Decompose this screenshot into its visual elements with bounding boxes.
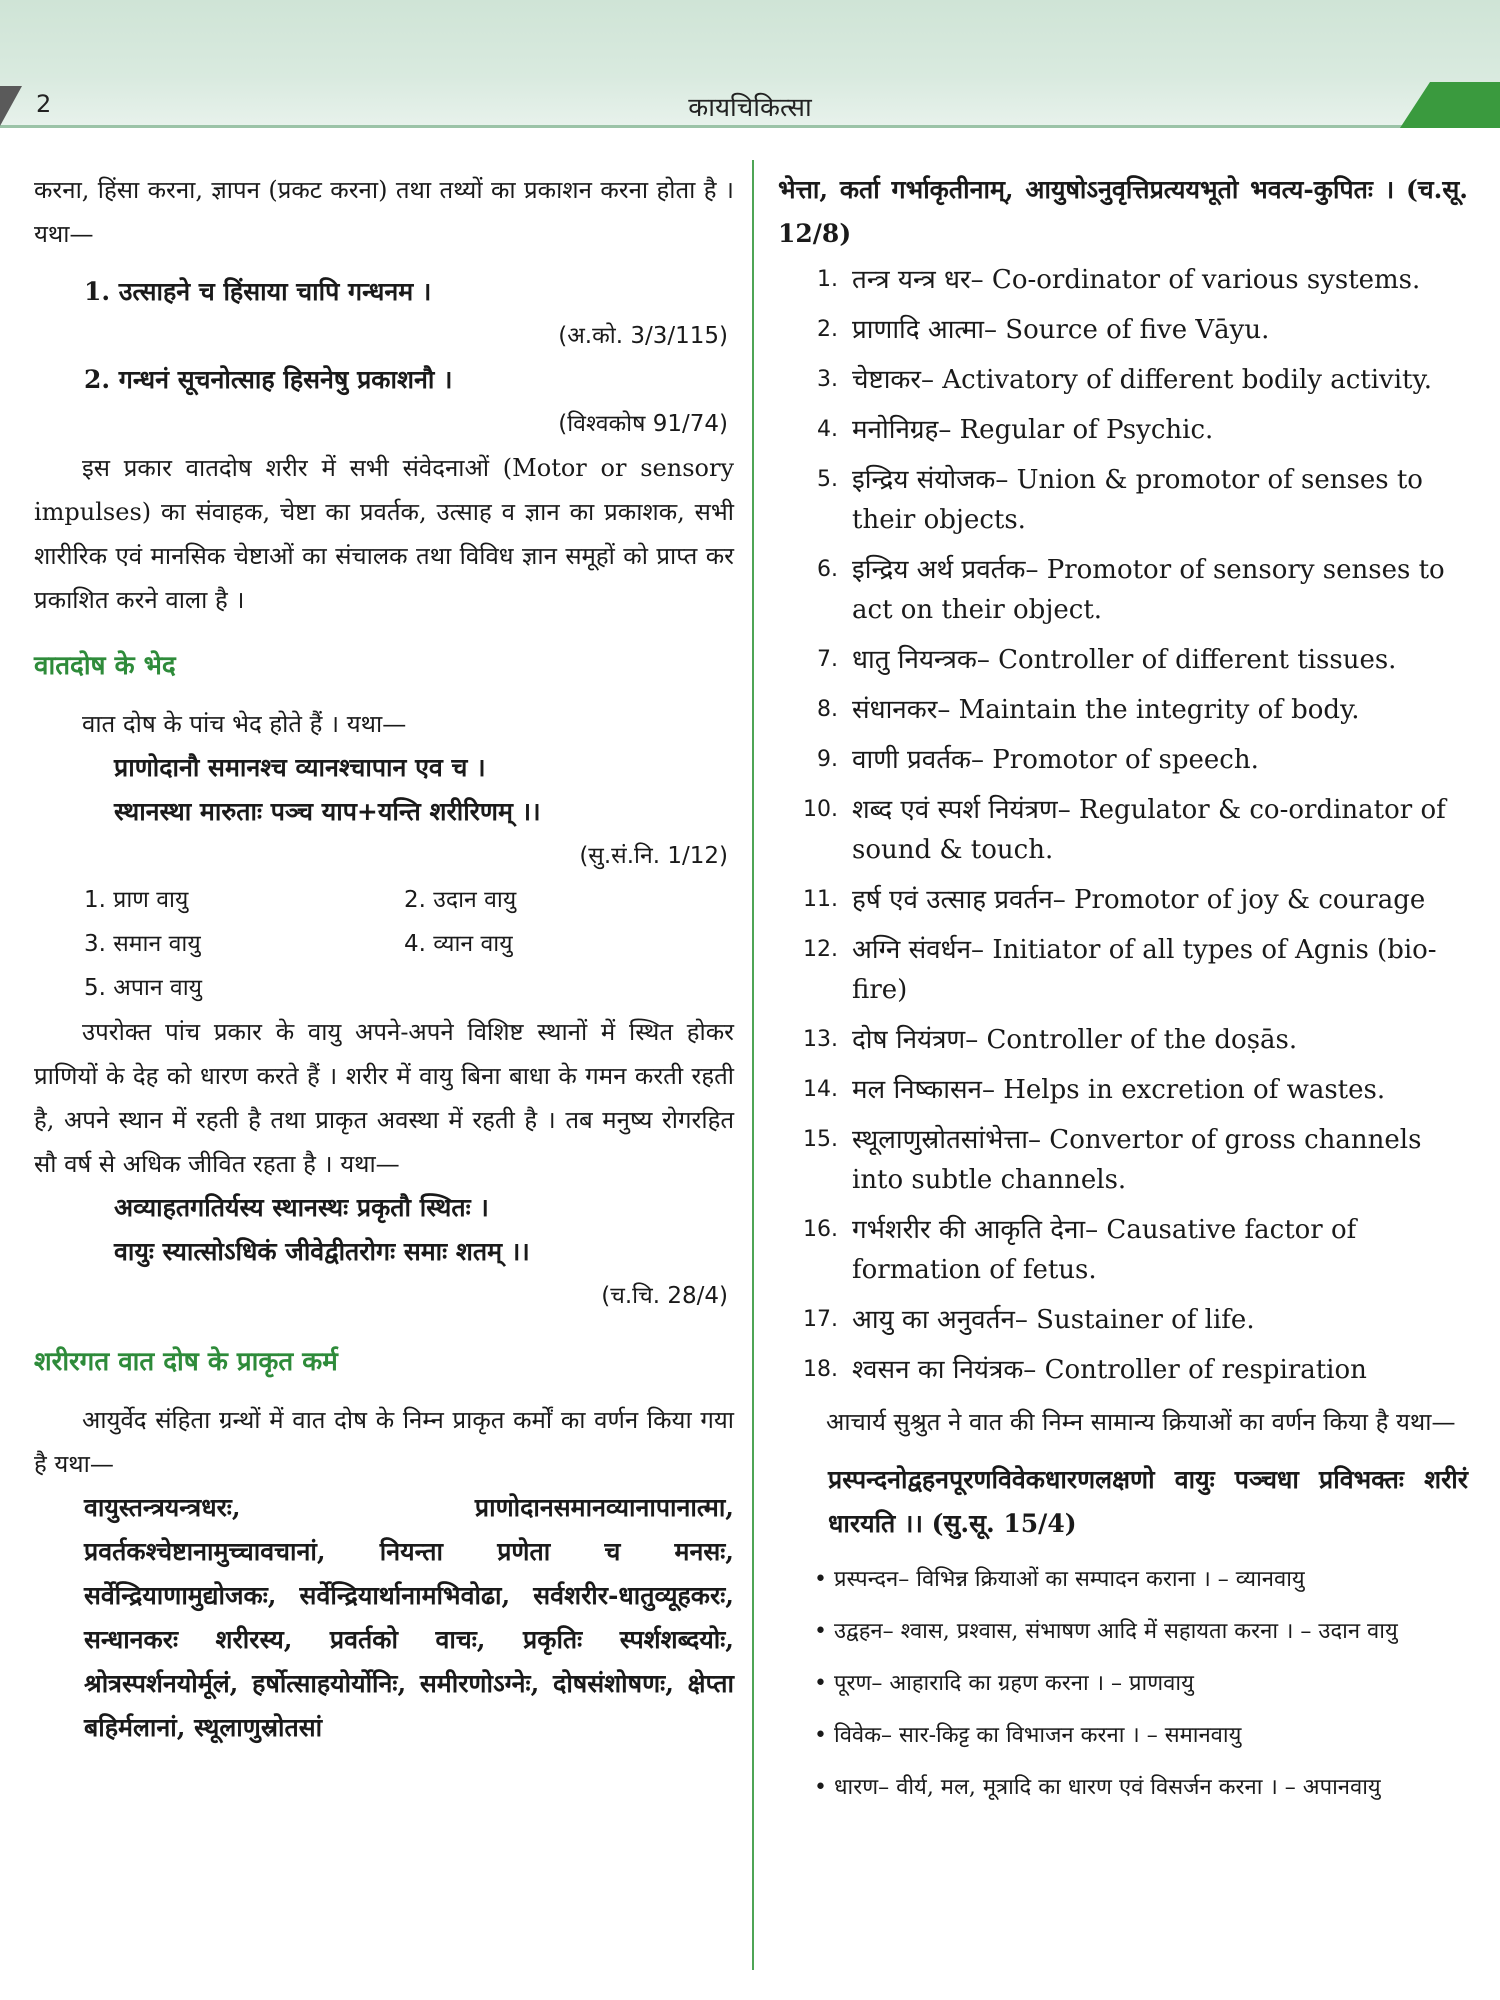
list-item xyxy=(778,360,1468,400)
item-text: स्थूलाणुस्रोतसांभेत्ता– Convertor of gross channels into subtle channels. xyxy=(852,1125,1422,1195)
list-item xyxy=(778,550,1468,630)
item-number: 15. xyxy=(803,1127,838,1152)
right-column xyxy=(778,168,1468,1820)
body-paragraph: उपरोक्त पांच प्रकार के वायु अपने-अपने विशिष्ट स्थानों में स्थित होकर प्राणियों के देह को धारण करते हैं । शरीर में वायु बिना बाधा के गमन करती रहती है, अपने स्थान में रहती है तथा प्राकृत अवस्था में रहती है । तब मनुष्य रोगरहित सौ वर्ष से अधिक जीवित रहता है । यथा— xyxy=(34,1018,734,1178)
list-item xyxy=(778,1560,1468,1600)
list-item xyxy=(778,1070,1468,1110)
item-text: आयु का अनुवर्तन– Sustainer of life. xyxy=(852,1305,1255,1335)
list-item xyxy=(778,640,1468,680)
sanskrit-verse: प्रस्पन्दनोद्वहनपूरणविवेकधारणलक्षणो वायुः पञ्चधा प्रविभक्तः शरीरं धारयति ।। (सु.सू. 15/4) xyxy=(828,1465,1468,1538)
list-item xyxy=(778,1350,1468,1390)
page-number: 2 xyxy=(36,90,52,118)
item-text: वाणी प्रवर्तक– Promotor of speech. xyxy=(852,745,1259,775)
list-item xyxy=(778,880,1468,920)
bullet-icon: • xyxy=(814,1723,827,1748)
item-text: तन्त्र यन्त्र धर– Co-ordinator of various systems. xyxy=(852,265,1421,295)
item-text: चेष्टाकर– Activatory of different bodily activity. xyxy=(852,365,1433,395)
item-number: 18. xyxy=(803,1357,838,1382)
item-number: 13. xyxy=(803,1027,838,1052)
verse-line: अव्याहतगतिर्यस्य स्थानस्थः प्रकृतौ स्थितः । xyxy=(114,1193,489,1222)
verse-line: स्थानस्था मारुताः पञ्च याप+यन्ति शरीरिणम् ।। xyxy=(114,797,541,826)
header-rule xyxy=(0,125,1420,128)
item-number: 17. xyxy=(803,1307,838,1332)
list-item xyxy=(778,740,1468,780)
quote-line: 1. उत्साहने च हिंसाया चापि गन्धनम । xyxy=(84,277,432,306)
item-number: 5. xyxy=(817,467,838,492)
intro-paragraph: करना, हिंसा करना, ज्ञापन (प्रकट करना) तथा तथ्यों का प्रकाशन करना होता है । यथा— xyxy=(34,176,734,248)
verse-reference: (च.चि. 28/4) xyxy=(601,1283,728,1309)
vayu-item: 3. समान वायु xyxy=(84,931,201,957)
list-item xyxy=(778,1120,1468,1200)
vayu-item: 4. व्यान वायु xyxy=(404,931,513,957)
item-text: इन्द्रिय संयोजक– Union & promotor of senses to their objects. xyxy=(852,465,1423,535)
bullet-icon: • xyxy=(814,1619,827,1644)
bullet-list xyxy=(778,1560,1468,1808)
running-head: कायचिकित्सा xyxy=(688,93,812,123)
quote-reference: (विश्वकोष 91/74) xyxy=(558,411,728,437)
quote-line: 2. गन्धनं सूचनोत्साह हिसनेषु प्रकाशनौ । xyxy=(84,365,453,394)
item-number: 11. xyxy=(803,887,838,912)
item-number: 12. xyxy=(803,937,838,962)
item-number: 16. xyxy=(803,1217,838,1242)
column-divider xyxy=(752,160,754,1970)
list-item xyxy=(778,1612,1468,1652)
item-text: पूरण– आहारादि का ग्रहण करना । – प्राणवायु xyxy=(834,1671,1194,1696)
list-item xyxy=(778,1768,1468,1808)
item-number: 8. xyxy=(817,697,838,722)
vayu-item: 2. उदान वायु xyxy=(404,887,517,913)
list-item xyxy=(778,460,1468,540)
item-text: संधानकर– Maintain the integrity of body. xyxy=(852,695,1360,725)
list-item xyxy=(778,1664,1468,1704)
vayu-item: 1. प्राण वायु xyxy=(84,887,189,913)
item-text: विवेक– सार-किट्ट का विभाजन करना । – समानवायु xyxy=(834,1723,1242,1748)
item-text: दोष नियंत्रण– Controller of the doṣās. xyxy=(852,1025,1298,1055)
item-text: प्रस्पन्दन– विभिन्न क्रियाओं का सम्पादन कराना । – व्यानवायु xyxy=(834,1567,1305,1592)
item-text: प्राणादि आत्मा– Source of five Vāyu. xyxy=(852,315,1270,345)
verse-continuation: भेत्ता, कर्ता गर्भाकृतीनाम्, आयुषोऽनुवृत्तिप्रत्ययभूतो भवत्य-कुपितः । (च.सू. 12/8) xyxy=(778,175,1468,248)
item-number: 6. xyxy=(817,557,838,582)
verse-line: वायुः स्यात्सोऽधिकं जीवेद्वीतरोगः समाः शतम् ।। xyxy=(114,1237,530,1266)
functions-list xyxy=(778,260,1468,1390)
list-item xyxy=(778,930,1468,1010)
item-text: मनोनिग्रह– Regular of Psychic. xyxy=(852,415,1214,445)
item-number: 4. xyxy=(817,417,838,442)
item-text: श्वसन का नियंत्रक– Controller of respiration xyxy=(852,1355,1367,1385)
item-text: इन्द्रिय अर्थ प्रवर्तक– Promotor of sensory senses to act on their object. xyxy=(852,555,1445,625)
item-number: 14. xyxy=(803,1077,838,1102)
item-text: शब्द एवं स्पर्श नियंत्रण– Regulator & co-ordinator of sound & touch. xyxy=(852,795,1446,865)
item-text: धारण– वीर्य, मल, मूत्रादि का धारण एवं विसर्जन करना । – अपानवायु xyxy=(834,1775,1381,1800)
body-paragraph: वात दोष के पांच भेद होते हैं । यथा— xyxy=(82,710,407,738)
item-text: गर्भशरीर की आकृति देना– Causative factor of formation of fetus. xyxy=(852,1215,1357,1285)
item-number: 9. xyxy=(817,747,838,772)
section-heading: वातदोष के भेद xyxy=(34,651,176,681)
list-item xyxy=(778,410,1468,450)
item-number: 3. xyxy=(817,367,838,392)
body-paragraph: इस प्रकार वातदोष शरीर में सभी संवेदनाओं (Motor or sensory impulses) का संवाहक, चेष्टा का प्रवर्तक, उत्साह व ज्ञान का प्रकाशक, सभी शारीरिक एवं मानसिक चेष्टाओं का संचालक तथा विविध ज्ञान समूहों को प्राप्त कर प्रकाशित करने वाला है । xyxy=(34,454,734,614)
vayu-item: 5. अपान वायु xyxy=(84,975,203,1001)
bullet-icon: • xyxy=(814,1567,827,1592)
body-paragraph: आचार्य सुश्रुत ने वात की निम्न सामान्य क्रियाओं का वर्णन किया है यथा— xyxy=(826,1408,1456,1436)
verse-reference: (सु.सं.नि. 1/12) xyxy=(579,843,728,869)
list-item xyxy=(778,790,1468,870)
quote-reference: (अ.को. 3/3/115) xyxy=(558,323,728,349)
item-number: 7. xyxy=(817,647,838,672)
list-item xyxy=(778,310,1468,350)
vayu-list xyxy=(34,878,734,1010)
list-item xyxy=(778,690,1468,730)
item-text: मल निष्कासन– Helps in excretion of wastes. xyxy=(852,1075,1386,1105)
section-heading: शरीरगत वात दोष के प्राकृत कर्म xyxy=(34,1347,338,1377)
sanskrit-verse: वायुस्तन्त्रयन्त्रधरः, प्राणोदानसमानव्यानापानात्मा, प्रवर्तकश्चेष्टानामुच्चावचानां, नियन्ता प्रणेता च मनसः, सर्वेन्द्रियाणामुद्योजकः, सर्वेन्द्रियार्थानामभिवोढा, सर्वशरीर-धातुव्यूहकरः, सन्धानकरः शरीरस्य, प्रवर्तको वाचः, प्रकृतिः स्पर्शशब्दयोः, श्रोत्रस्पर्शनयोर्मूलं, हर्षोत्साहयोर्योनिः, समीरणोऽग्नेः, दोषसंशोषणः, क्षेप्ता बहिर्मलानां, स्थूलाणुस्रोतसां xyxy=(84,1493,734,1742)
bullet-icon: • xyxy=(814,1671,827,1696)
list-item xyxy=(778,1300,1468,1340)
item-text: हर्ष एवं उत्साह प्रवर्तन– Promotor of joy & courage xyxy=(852,885,1426,915)
item-number: 10. xyxy=(803,797,838,822)
body-paragraph: आयुर्वेद संहिता ग्रन्थों में वात दोष के निम्न प्राकृत कर्मों का वर्णन किया गया है यथा— xyxy=(34,1406,734,1478)
item-text: उद्वहन– श्वास, प्रश्वास, संभाषण आदि में सहायता करना । – उदान वायु xyxy=(834,1619,1398,1644)
list-item xyxy=(778,260,1468,300)
verse-line: प्राणोदानौ समानश्च व्यानश्चापान एव च । xyxy=(114,753,486,782)
item-number: 1. xyxy=(817,267,838,292)
item-number: 2. xyxy=(817,317,838,342)
item-text: धातु नियन्त्रक– Controller of different tissues. xyxy=(852,645,1397,675)
list-item xyxy=(778,1716,1468,1756)
bullet-icon: • xyxy=(814,1775,827,1800)
list-item xyxy=(778,1020,1468,1060)
list-item xyxy=(778,1210,1468,1290)
item-text: अग्नि संवर्धन– Initiator of all types of Agnis (bio-fire) xyxy=(852,935,1437,1005)
left-column xyxy=(34,168,734,1750)
